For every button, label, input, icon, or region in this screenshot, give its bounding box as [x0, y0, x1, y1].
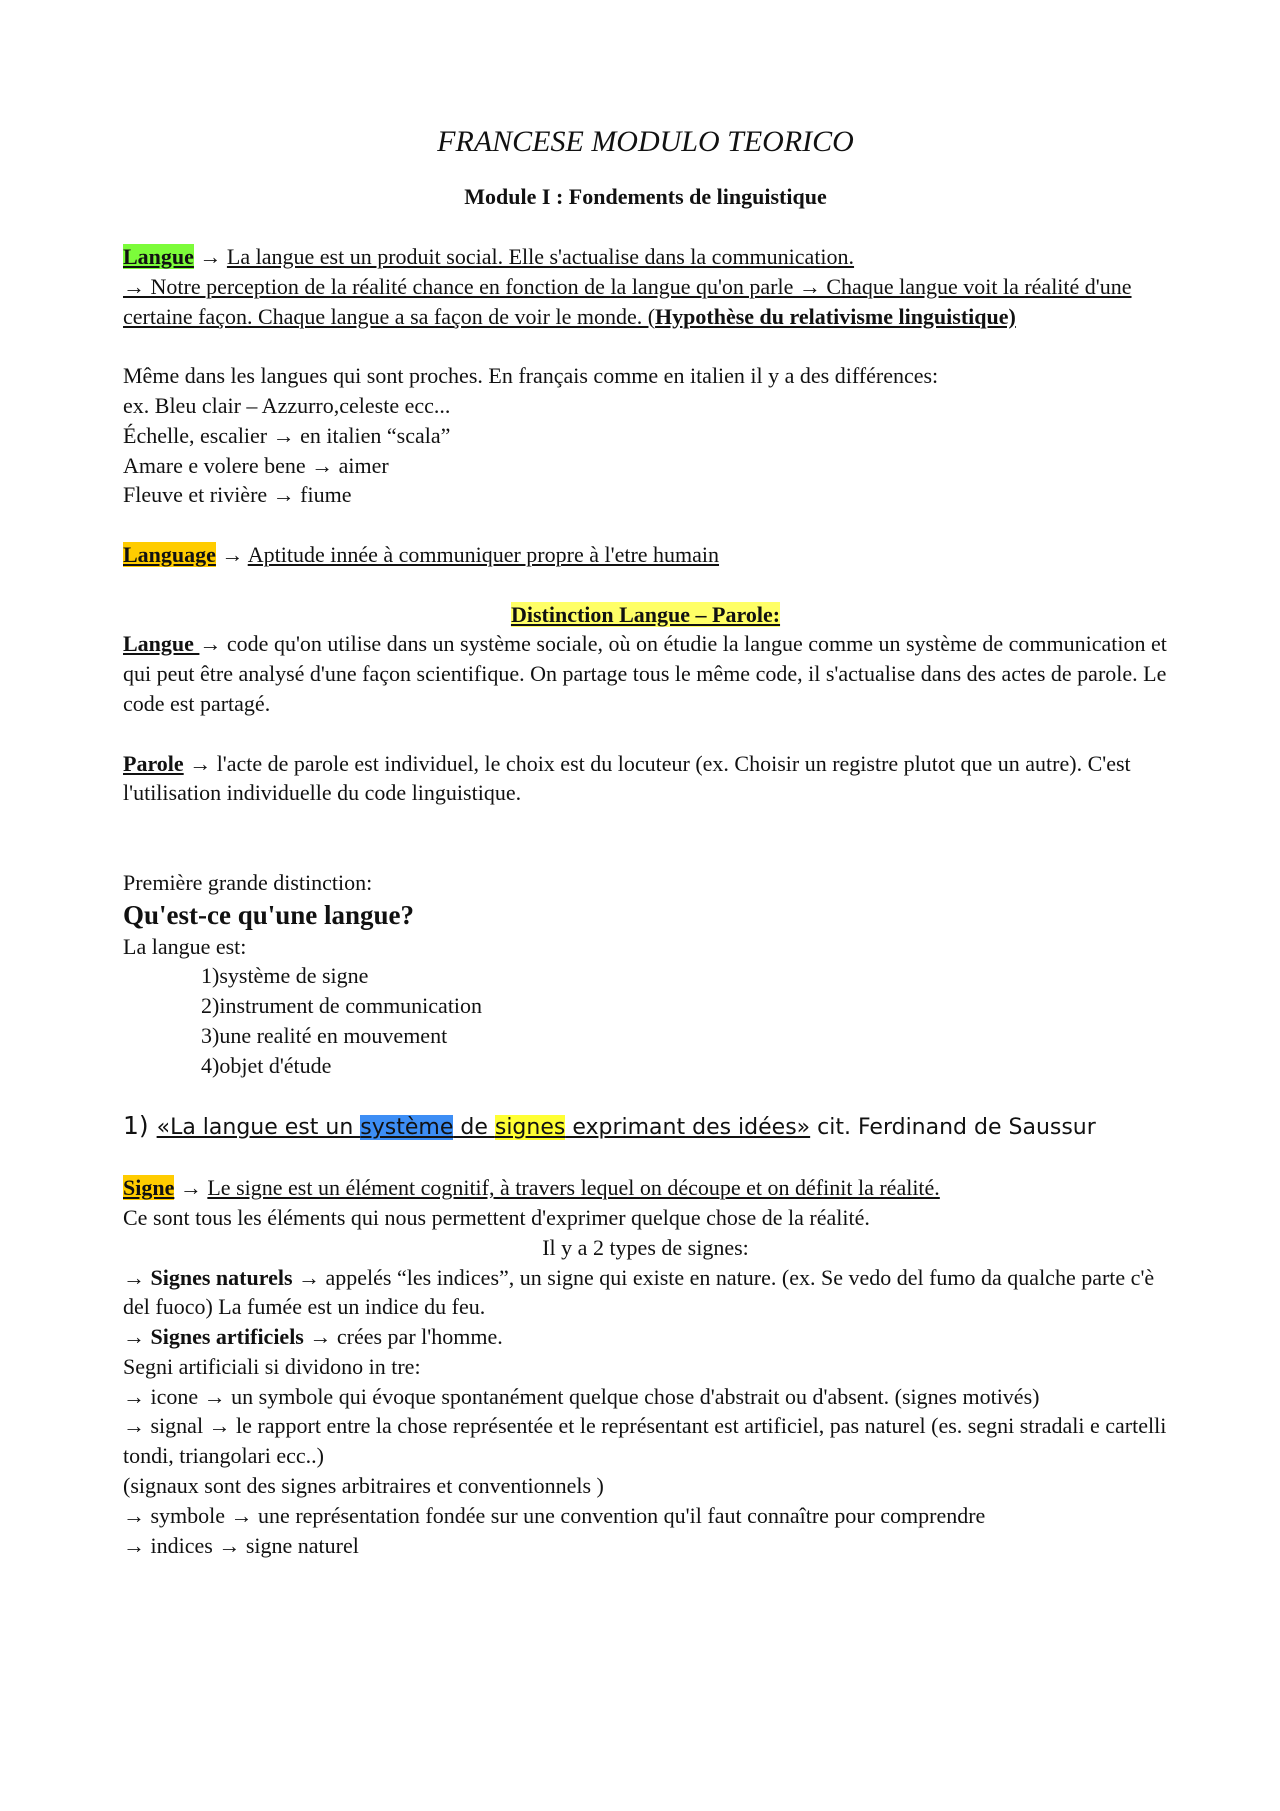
- distinction-langue-term: Langue: [123, 631, 200, 657]
- signes-naturels-term: Signes naturels: [150, 1264, 293, 1290]
- signes-artificiels: → Signes artificiels → crées par l'homme.: [123, 1324, 503, 1350]
- signe-types: Il y a 2 types de signes:: [542, 1234, 749, 1260]
- langue-def: La langue est un produit social. Elle s'actualise dans la communication.: [226, 244, 855, 269]
- example-line: Amare e volere bene → aimer: [123, 452, 389, 478]
- langue-definition: Langue → La langue est un produit social. Elle s'actualise dans la communication.: [123, 244, 855, 269]
- signe-list-item: → icone → un symbole qui évoque spontanément quelque chose d'abstrait ou d'absent. (signes motivés): [123, 1383, 1040, 1409]
- signe-list-item: → symbole → une représentation fondée sur une convention qu'il faut connaître pour comprendre: [123, 1502, 986, 1528]
- list-item: 2)instrument de communication: [201, 993, 483, 1019]
- langue-perception: → Notre perception de la réalité chance en fonction de la langue qu'on parle → Chaque langue voit la réalité d'une certaine façon. Chaque langue a sa façon de voir le monde. (Hypothèse du relativisme linguistique): [123, 273, 1132, 329]
- signe-list-item: → signal → le rapport entre la chose représentée et le représentant est artificiel, pas naturel (es. segni stradali e cartelli tondi, triangolari ecc..): [123, 1413, 1167, 1469]
- highlight-systeme: système: [360, 1115, 454, 1141]
- document-title: FRANCESE MODULO TEORICO: [437, 125, 854, 158]
- list-item: 3)une realité en mouvement: [201, 1022, 448, 1048]
- module-subtitle: Module I : Fondements de linguistique: [464, 184, 827, 209]
- signe-list-item: (signaux sont des signes arbitraires et conventionnels ): [123, 1473, 604, 1499]
- distinction-langue: Langue → code qu'on utilise dans un système sociale, où on étudie la langue comme un système de communication et qui peut être analysé d'une façon scientifique. On partage tous le même code, il s'actualise dans des actes de parole. Le code est partagé.: [123, 631, 1167, 716]
- quote-citation: cit. Ferdinand de Saussur: [810, 1115, 1096, 1141]
- distinction-heading: Distinction Langue – Parole:: [510, 601, 781, 627]
- language-definition: Language → Aptitude innée à communiquer propre à l'etre humain: [123, 541, 720, 567]
- question-pre: Première grande distinction:: [123, 869, 373, 895]
- document-page: [123, 122, 1168, 1560]
- signe-list-item: → indices → signe naturel: [123, 1532, 359, 1558]
- list-item: 1)système de signe: [201, 963, 369, 989]
- saussure-quote: 1) «La langue est un système de signes exprimant des idées» cit. Ferdinand de Saussur: [123, 1111, 1096, 1141]
- signe-line2: Ce sont tous les éléments qui nous permettent d'exprimer quelque chose de la réalité.: [123, 1204, 870, 1230]
- distinction-parole-term: Parole: [123, 750, 184, 776]
- question-heading: Qu'est-ce qu'une langue?: [123, 899, 415, 930]
- signe-def: Le signe est un élément cognitif, à travers lequel on découpe et on définit la réalité.: [207, 1175, 940, 1201]
- highlight-signes: signes: [494, 1115, 566, 1141]
- language-def: Aptitude innée à communiquer propre à l'etre humain: [247, 541, 720, 567]
- segni-tre: Segni artificiali si dividono in tre:: [123, 1353, 421, 1379]
- example-line: ex. Bleu clair – Azzurro,celeste ecc...: [123, 392, 451, 418]
- examples-intro: Même dans les langues qui sont proches. En français comme en italien il y a des différences:: [123, 363, 939, 389]
- langue-term: Langue: [123, 244, 194, 269]
- signes-naturels: → Signes naturels → appelés “les indices”, un signe qui existe en nature. (ex. Se vedo del fumo da qualche parte c'è del fuoco) La fumée est un indice du feu.: [123, 1264, 1155, 1320]
- question-intro: La langue est:: [123, 933, 247, 959]
- signe-definition: Signe → Le signe est un élément cognitif, à travers lequel on découpe et on définit la réalité.: [123, 1175, 940, 1201]
- signes-artificiels-term: Signes artificiels: [150, 1324, 304, 1350]
- example-line: Échelle, escalier → en italien “scala”: [123, 422, 451, 448]
- signe-term: Signe: [123, 1175, 175, 1201]
- list-item: 4)objet d'étude: [201, 1052, 332, 1078]
- hypothesis-label: Hypothèse du relativisme linguistique): [655, 303, 1016, 329]
- distinction-parole: Parole → l'acte de parole est individuel, le choix est du locuteur (ex. Choisir un registre plutot que un autre). C'est l'utilisation individuelle du code linguistique.: [123, 750, 1131, 806]
- example-line: Fleuve et rivière → fiume: [123, 482, 352, 508]
- language-term: Language: [123, 541, 216, 567]
